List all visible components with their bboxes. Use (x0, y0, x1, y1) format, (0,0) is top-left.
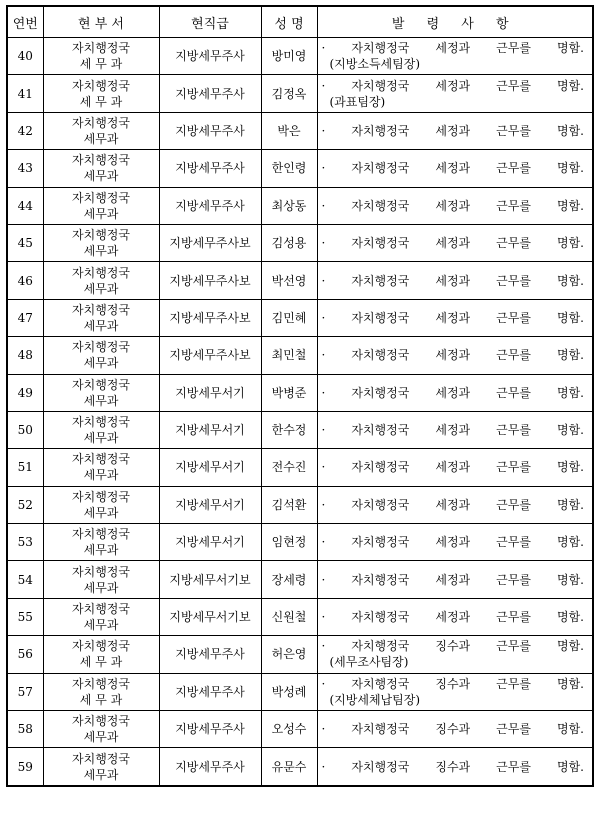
order-text (322, 385, 593, 401)
order-word: 근무를 (496, 497, 531, 512)
name-cell: 방미영 (261, 38, 317, 75)
order-word: 명함. (556, 639, 584, 654)
table-header (7, 6, 593, 38)
table-row (7, 337, 593, 374)
order-text (322, 78, 593, 94)
order-word: 명함. (556, 123, 584, 138)
department-division: 세무과 (83, 393, 119, 408)
rank-cell: 지방세무서기 (159, 524, 261, 561)
order-word: 세정과 (435, 41, 471, 56)
rank-cell: 지방세무주사 (159, 75, 261, 112)
order-word: 세정과 (435, 273, 471, 288)
department-bureau: 자치행정국 (72, 302, 130, 317)
rank-cell: 지방세무서기 (159, 486, 261, 523)
order-word: 세정과 (435, 78, 471, 93)
order-word: 자치행정국 (351, 497, 410, 512)
department-division: 세무과 (83, 730, 119, 745)
order-word: 세정과 (435, 236, 471, 251)
order-cell (317, 374, 593, 411)
table-row (7, 636, 593, 673)
personnel-order-table (6, 5, 594, 787)
rank-cell: 지방세무서기 (159, 374, 261, 411)
order-word: 근무를 (496, 423, 531, 438)
order-cell (317, 524, 593, 561)
order-text (322, 676, 593, 692)
order-word: 명함. (556, 535, 584, 550)
rank-cell: 지방세무서기 (159, 411, 261, 448)
name-cell: 박은 (261, 112, 317, 149)
order-text (322, 638, 593, 654)
order-cell (317, 187, 593, 224)
department-division: 세무과 (83, 543, 119, 558)
department-bureau: 자치행정국 (72, 377, 130, 392)
row-number: 44 (7, 187, 43, 224)
order-text (322, 347, 593, 363)
order-word: 자치행정국 (351, 310, 410, 325)
order-cell (317, 711, 593, 748)
row-number: 53 (7, 524, 43, 561)
order-word: 근무를 (496, 759, 531, 774)
row-number: 48 (7, 337, 43, 374)
department-bureau: 자치행정국 (72, 489, 130, 504)
table-row (7, 449, 593, 486)
order-word: 세정과 (435, 610, 471, 625)
rank-cell: 지방세무서기 (159, 449, 261, 486)
order-cell (317, 561, 593, 598)
order-word: 세정과 (435, 385, 471, 400)
order-word: 근무를 (496, 78, 531, 93)
department-cell (43, 711, 159, 748)
order-word: 근무를 (496, 123, 531, 138)
order-word: 자치행정국 (351, 423, 410, 438)
order-word: 명함. (556, 273, 584, 288)
order-text (322, 721, 593, 737)
order-word: 징수과 (435, 639, 471, 654)
row-number: 57 (7, 673, 43, 710)
order-text (322, 235, 593, 251)
department-division: 세무과 (83, 580, 119, 595)
department-bureau: 자치행정국 (72, 340, 130, 355)
order-cell (317, 636, 593, 673)
order-word: 자치행정국 (351, 639, 410, 654)
row-number: 51 (7, 449, 43, 486)
order-cell (317, 598, 593, 635)
order-word: · (321, 123, 326, 138)
order-text (322, 160, 593, 176)
department-cell (43, 673, 159, 710)
order-word: 명함. (556, 722, 584, 737)
department-bureau: 자치행정국 (72, 153, 130, 168)
order-word: 근무를 (496, 198, 531, 213)
name-cell: 최상동 (261, 187, 317, 224)
department-division: 세 무 과 (79, 655, 123, 670)
order-word: 근무를 (496, 161, 531, 176)
order-word: 징수과 (435, 676, 471, 691)
rank-cell: 지방세무주사 (159, 38, 261, 75)
department-division: 세무과 (83, 244, 119, 259)
rank-cell: 지방세무주사 (159, 748, 261, 786)
department-division: 세 무 과 (79, 57, 123, 72)
name-cell: 박성례 (261, 673, 317, 710)
order-word: 근무를 (496, 348, 531, 363)
table-row (7, 486, 593, 523)
department-bureau: 자치행정국 (72, 527, 130, 542)
order-cell (317, 112, 593, 149)
department-bureau: 자치행정국 (72, 115, 130, 130)
order-word: 자치행정국 (351, 535, 410, 550)
order-word: · (321, 639, 326, 654)
order-cell (317, 411, 593, 448)
department-division: 세 무 과 (79, 94, 123, 109)
table-row (7, 38, 593, 75)
department-bureau: 자치행정국 (72, 714, 130, 729)
department-bureau: 자치행정국 (72, 452, 130, 467)
name-cell: 김정옥 (261, 75, 317, 112)
order-text (322, 123, 593, 139)
department-cell (43, 374, 159, 411)
order-cell (317, 75, 593, 112)
table-row (7, 75, 593, 112)
row-number: 50 (7, 411, 43, 448)
order-cell (317, 299, 593, 336)
order-text (322, 572, 593, 588)
order-word: · (321, 78, 326, 93)
department-division: 세무과 (83, 131, 119, 146)
order-word: 명함. (556, 572, 584, 587)
department-cell (43, 112, 159, 149)
order-word: 근무를 (496, 460, 531, 475)
order-word: 자치행정국 (351, 161, 410, 176)
rank-cell: 지방세무주사보 (159, 262, 261, 299)
row-number: 45 (7, 224, 43, 261)
order-word: · (321, 460, 326, 475)
order-word: 명함. (556, 348, 584, 363)
row-number: 41 (7, 75, 43, 112)
rank-cell: 지방세무주사 (159, 187, 261, 224)
order-text (322, 40, 593, 56)
order-word: · (321, 535, 326, 550)
order-word: 자치행정국 (351, 236, 410, 251)
table-row (7, 187, 593, 224)
order-word: 명함. (556, 759, 584, 774)
name-cell: 김성용 (261, 224, 317, 261)
row-number: 54 (7, 561, 43, 598)
order-word: 세정과 (435, 460, 471, 475)
name-cell: 전수진 (261, 449, 317, 486)
order-word: · (321, 41, 326, 56)
table-row (7, 524, 593, 561)
order-word: 근무를 (496, 639, 531, 654)
order-text (322, 273, 593, 289)
order-word: 명함. (556, 460, 584, 475)
table-row (7, 262, 593, 299)
order-word: 근무를 (496, 385, 531, 400)
department-bureau: 자치행정국 (72, 676, 130, 691)
order-note: (지방세체납팀장) (329, 692, 421, 707)
table-row (7, 374, 593, 411)
order-word: · (321, 423, 326, 438)
department-division: 세무과 (83, 468, 119, 483)
order-word: 자치행정국 (351, 198, 410, 213)
name-cell: 박선영 (261, 262, 317, 299)
name-cell: 박병준 (261, 374, 317, 411)
row-number: 59 (7, 748, 43, 786)
order-word: 자치행정국 (351, 676, 410, 691)
row-number: 58 (7, 711, 43, 748)
order-word: 명함. (556, 161, 584, 176)
table-row (7, 299, 593, 336)
order-word: 명함. (556, 236, 584, 251)
order-word: 근무를 (496, 572, 531, 587)
order-word: 자치행정국 (351, 41, 410, 56)
order-word: 자치행정국 (351, 572, 410, 587)
rank-cell: 지방세무주사보 (159, 337, 261, 374)
order-cell (317, 486, 593, 523)
order-word: · (321, 722, 326, 737)
order-word: 세정과 (435, 310, 471, 325)
department-cell (43, 38, 159, 75)
order-word: 세정과 (435, 535, 471, 550)
department-cell (43, 411, 159, 448)
row-number: 49 (7, 374, 43, 411)
order-word: 근무를 (496, 236, 531, 251)
order-word: 세정과 (435, 423, 471, 438)
rank-cell: 지방세무서기보 (159, 561, 261, 598)
order-word: · (321, 198, 326, 213)
row-number: 42 (7, 112, 43, 149)
order-word: · (321, 310, 326, 325)
order-note: (세무조사팀장) (329, 655, 409, 670)
table-body (7, 38, 593, 786)
department-bureau: 자치행정국 (72, 228, 130, 243)
department-division: 세무과 (83, 618, 119, 633)
order-word: 근무를 (496, 273, 531, 288)
department-cell (43, 337, 159, 374)
rank-cell: 지방세무서기보 (159, 598, 261, 635)
order-text (322, 497, 593, 513)
order-word: 근무를 (496, 41, 531, 56)
order-cell (317, 337, 593, 374)
order-word: 명함. (556, 310, 584, 325)
table-row (7, 112, 593, 149)
table-row (7, 748, 593, 786)
order-word: · (321, 236, 326, 251)
order-word: 근무를 (496, 310, 531, 325)
table-row (7, 561, 593, 598)
department-division: 세 무 과 (79, 692, 123, 707)
department-bureau: 자치행정국 (72, 41, 130, 56)
order-word: · (321, 497, 326, 512)
order-note: (지방소득세팀장) (329, 57, 421, 72)
order-word: 자치행정국 (351, 385, 410, 400)
order-word: 자치행정국 (351, 273, 410, 288)
department-cell (43, 262, 159, 299)
order-text (322, 310, 593, 326)
rank-cell: 지방세무주사보 (159, 224, 261, 261)
order-word: 세정과 (435, 198, 471, 213)
order-word: · (321, 161, 326, 176)
order-word: 명함. (556, 198, 584, 213)
row-number: 52 (7, 486, 43, 523)
order-word: · (321, 610, 326, 625)
table-row (7, 711, 593, 748)
rank-cell: 지방세무주사 (159, 636, 261, 673)
order-word: 근무를 (496, 676, 531, 691)
order-word: 자치행정국 (351, 123, 410, 138)
col-header-dept: 현 부 서 (43, 6, 159, 38)
department-cell (43, 224, 159, 261)
department-cell (43, 636, 159, 673)
name-cell: 김석환 (261, 486, 317, 523)
name-cell: 장세령 (261, 561, 317, 598)
order-word: · (321, 273, 326, 288)
name-cell: 오성수 (261, 711, 317, 748)
department-bureau: 자치행정국 (72, 564, 130, 579)
order-cell (317, 262, 593, 299)
department-cell (43, 598, 159, 635)
order-word: 자치행정국 (351, 78, 410, 93)
order-word: · (321, 676, 326, 691)
department-cell (43, 524, 159, 561)
row-number: 56 (7, 636, 43, 673)
order-text (322, 422, 593, 438)
order-word: 명함. (556, 385, 584, 400)
department-bureau: 자치행정국 (72, 415, 130, 430)
department-cell (43, 486, 159, 523)
order-word: 자치행정국 (351, 348, 410, 363)
order-cell (317, 748, 593, 786)
row-number: 47 (7, 299, 43, 336)
department-bureau: 자치행정국 (72, 190, 130, 205)
order-word: 자치행정국 (351, 759, 410, 774)
order-word: · (321, 348, 326, 363)
order-word: 세정과 (435, 497, 471, 512)
order-word: 명함. (556, 423, 584, 438)
department-division: 세무과 (83, 431, 119, 446)
order-word: · (321, 759, 326, 774)
order-word: 근무를 (496, 535, 531, 550)
col-header-order: 발 령 사 항 (317, 6, 593, 38)
order-word: 근무를 (496, 610, 531, 625)
rank-cell: 지방세무주사 (159, 673, 261, 710)
order-word: · (321, 385, 326, 400)
order-cell (317, 673, 593, 710)
name-cell: 허은영 (261, 636, 317, 673)
order-text (322, 459, 593, 475)
department-division: 세무과 (83, 169, 119, 184)
row-number: 46 (7, 262, 43, 299)
name-cell: 임현정 (261, 524, 317, 561)
department-cell (43, 75, 159, 112)
department-division: 세무과 (83, 206, 119, 221)
name-cell: 김민혜 (261, 299, 317, 336)
department-division: 세무과 (83, 356, 119, 371)
order-cell (317, 150, 593, 187)
order-word: 근무를 (496, 722, 531, 737)
department-cell (43, 449, 159, 486)
order-word: 세정과 (435, 161, 471, 176)
department-division: 세무과 (83, 281, 119, 296)
col-header-rank: 현직급 (159, 6, 261, 38)
order-cell (317, 38, 593, 75)
department-cell (43, 748, 159, 786)
name-cell: 유문수 (261, 748, 317, 786)
order-note: (과표팀장) (329, 94, 386, 109)
order-word: 자치행정국 (351, 722, 410, 737)
rank-cell: 지방세무주사보 (159, 299, 261, 336)
order-word: 세정과 (435, 348, 471, 363)
order-text (322, 198, 593, 214)
department-bureau: 자치행정국 (72, 265, 130, 280)
name-cell: 신원철 (261, 598, 317, 635)
col-header-name: 성 명 (261, 6, 317, 38)
order-text (322, 609, 593, 625)
department-division: 세무과 (83, 505, 119, 520)
order-word: 명함. (556, 78, 584, 93)
order-text (322, 759, 593, 775)
order-word: 세정과 (435, 572, 471, 587)
department-division: 세무과 (83, 767, 119, 782)
table-row (7, 150, 593, 187)
table-row (7, 598, 593, 635)
department-cell (43, 561, 159, 598)
department-cell (43, 150, 159, 187)
table-row (7, 224, 593, 261)
header-row (7, 6, 593, 38)
name-cell: 한수정 (261, 411, 317, 448)
order-word: 징수과 (435, 759, 471, 774)
rank-cell: 지방세무주사 (159, 112, 261, 149)
row-number: 43 (7, 150, 43, 187)
rank-cell: 지방세무주사 (159, 150, 261, 187)
order-cell (317, 224, 593, 261)
department-cell (43, 187, 159, 224)
order-word: 징수과 (435, 722, 471, 737)
row-number: 40 (7, 38, 43, 75)
department-bureau: 자치행정국 (72, 602, 130, 617)
order-word: · (321, 572, 326, 587)
name-cell: 최민철 (261, 337, 317, 374)
order-cell (317, 449, 593, 486)
name-cell: 한인령 (261, 150, 317, 187)
rank-cell: 지방세무주사 (159, 711, 261, 748)
order-word: 자치행정국 (351, 610, 410, 625)
department-bureau: 자치행정국 (72, 639, 130, 654)
order-word: 세정과 (435, 123, 471, 138)
table-row (7, 411, 593, 448)
department-cell (43, 299, 159, 336)
order-word: 자치행정국 (351, 460, 410, 475)
col-header-no: 연번 (7, 6, 43, 38)
department-division: 세무과 (83, 318, 119, 333)
order-word: 명함. (556, 610, 584, 625)
order-word: 명함. (556, 41, 584, 56)
table-row (7, 673, 593, 710)
department-bureau: 자치행정국 (72, 751, 130, 766)
order-text (322, 534, 593, 550)
department-bureau: 자치행정국 (72, 78, 130, 93)
order-word: 명함. (556, 676, 584, 691)
row-number: 55 (7, 598, 43, 635)
order-word: 명함. (556, 497, 584, 512)
